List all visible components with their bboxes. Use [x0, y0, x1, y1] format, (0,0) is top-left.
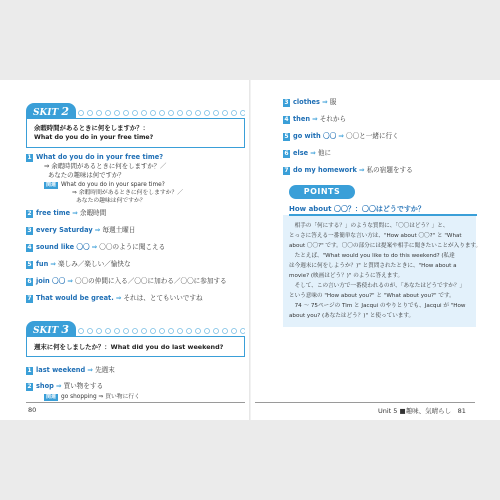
- related-text: go shopping ⇒ 買い物に行く: [61, 394, 140, 400]
- item-number: 6: [284, 150, 289, 157]
- item-jp: それから: [319, 115, 347, 123]
- item-en: free time: [36, 209, 71, 217]
- arrow-icon: ⇒: [87, 366, 93, 374]
- item-number: 4: [284, 116, 289, 123]
- skit-label-text: SKIT: [32, 326, 59, 336]
- item-jp: 私の宿題をする: [366, 166, 413, 174]
- item-number: 3: [27, 227, 32, 234]
- related-1-jp2: あなたの趣味は何ですか？: [76, 198, 146, 204]
- vocab-item-1: [26, 153, 163, 162]
- vocab-item-7: [26, 294, 203, 303]
- vocab-item-5: [26, 260, 131, 269]
- points-line-4: たとえば、"What would you like to do this weekend? (私達: [289, 253, 455, 259]
- arrow-icon: ⇒: [94, 226, 101, 234]
- item-number: 5: [27, 261, 32, 268]
- question-en: What do you do in your free time?: [34, 134, 154, 141]
- vocab-item-r5: [283, 132, 399, 141]
- related-2: [44, 393, 140, 401]
- item-jp: それは、とてもいいですね: [123, 294, 203, 302]
- item-number: 7: [27, 295, 32, 302]
- item-number: 1: [27, 154, 32, 161]
- skit-number: 2: [61, 105, 70, 118]
- arrow-icon: ⇒: [55, 382, 62, 390]
- related-1: [44, 181, 165, 189]
- vocab-item-2: [26, 209, 106, 218]
- item-number: 5: [284, 133, 289, 140]
- arrow-icon: ⇒: [312, 115, 318, 123]
- vocab-item-r4: [283, 115, 346, 124]
- item-jp: 買い物をする: [63, 382, 104, 390]
- item-en: fun: [36, 260, 49, 268]
- item-number: 6: [27, 278, 32, 285]
- points-line-3: about 〇〇?" です。〇〇の部分には提案や相手に聞きたいことが入ります。: [289, 243, 482, 249]
- item-number: 7: [284, 167, 289, 174]
- item-en: go with 〇〇: [293, 132, 337, 140]
- binder-rings: [77, 326, 245, 336]
- footer-rule: [26, 402, 245, 403]
- vocab-item-r7: [283, 166, 413, 175]
- item-en: last weekend: [36, 366, 86, 374]
- points-line-6: movie? (映画はどう？)" のように答えます。: [289, 273, 404, 279]
- related-tag: 関連: [46, 394, 57, 400]
- item-jp: 〇〇の仲間に入る／〇〇に加わる／〇〇に参加する: [74, 277, 227, 285]
- points-line-1: 相手の「何にする？」のような質問に、「〇〇はどう？」と、: [289, 223, 449, 229]
- item-number: 4: [27, 244, 32, 251]
- item-en: shop: [36, 382, 54, 390]
- related-tag: 関連: [46, 182, 57, 188]
- vocab-item-3: [26, 226, 135, 235]
- vocab-item-r6: [283, 149, 331, 158]
- question-text: 週末に何をしましたか？：What did you do last weekend?: [34, 343, 224, 351]
- item-jp: 余暇時間: [79, 209, 107, 217]
- arrow-icon: ⇒: [67, 277, 73, 285]
- page-gutter: [249, 80, 251, 420]
- item-en: That would be great.: [36, 294, 114, 302]
- vocab-item-1-jp: [44, 162, 166, 171]
- item-number: 3: [284, 99, 289, 106]
- item-jp: 他に: [317, 149, 332, 157]
- item-number: 1: [27, 367, 32, 374]
- points-line-2: とっさに答える一番簡単な言い方は、"How about 〇〇?" と "What: [289, 233, 462, 239]
- points-tab: POINTS: [289, 185, 355, 199]
- item-en: sound like 〇〇: [36, 243, 90, 251]
- points-line-10: about you? (あなたはどう？)" と使っています。: [289, 313, 415, 319]
- arrow-icon: ⇒: [44, 162, 50, 170]
- points-title: How about 〇〇？：〇〇はどうですか？: [289, 205, 425, 213]
- arrow-icon: ⇒: [322, 98, 328, 106]
- skit3-item-2: [26, 382, 103, 391]
- vocab-item-1-jp2: あなたの趣味は何ですか？: [48, 171, 125, 179]
- skit-number: 3: [61, 323, 70, 336]
- item-en: join 〇〇: [36, 277, 66, 285]
- item-jp: 服: [329, 98, 337, 106]
- skit3-item-1: [26, 366, 115, 375]
- item-number: 2: [27, 383, 32, 390]
- arrow-icon: ⇒: [91, 243, 98, 251]
- item-jp: 〇〇のように聞こえる: [99, 243, 166, 251]
- arrow-icon: ⇒: [338, 132, 344, 140]
- item-jp: 先週末: [94, 366, 115, 374]
- item-number: 2: [27, 210, 32, 217]
- arrow-icon: ⇒: [358, 166, 365, 174]
- arrow-icon: ⇒: [72, 209, 78, 217]
- related-jp: 余暇時間があるときに何をしますか？／: [78, 190, 184, 196]
- points-line-8: という意味の "How about you?" と "What about you?" です。: [289, 293, 455, 299]
- related-en: What do you do in your spare time?: [61, 182, 165, 188]
- points-title-rule: [289, 214, 477, 216]
- item-en: do my homework: [293, 166, 357, 174]
- points-line-5: は今週末に何をしようか？)" と質問されたときに、"How about a: [289, 263, 457, 269]
- vocab-item-6: [26, 277, 227, 286]
- skit-label-text: SKIT: [32, 108, 59, 118]
- arrow-icon: ⇒: [115, 294, 122, 302]
- binder-rings: [77, 108, 245, 118]
- item-jp: 楽しみ／楽しい／愉快な: [58, 260, 131, 268]
- question-jp: 余暇時間があるときに何をしますか？：: [34, 124, 150, 132]
- item-en: else: [293, 149, 309, 157]
- item-en: every Saturday: [36, 226, 93, 234]
- vocab-item-r3: [283, 98, 336, 107]
- points-line-7: そして、この言い方で一番使われるのが、「あなたはどうですか？」: [289, 283, 466, 289]
- points-line-9: 74 ～ 75ページの Tim と Jacqui のやりとりでも、Jacqui が "How: [289, 303, 466, 309]
- page-number-left: 80: [28, 406, 37, 414]
- item-jp: 余暇時間があるときに何をしますか？／: [51, 162, 167, 170]
- arrow-icon: ⇒: [310, 149, 316, 157]
- skit-2-question-box: [26, 118, 245, 148]
- arrow-icon: ⇒: [50, 260, 56, 268]
- vocab-item-4: [26, 243, 165, 252]
- footer-rule: [255, 402, 475, 403]
- item-en: What do you do in your free time?: [36, 153, 164, 161]
- related-1-jp: [72, 189, 183, 197]
- item-en: then: [293, 115, 311, 123]
- page-number-right: Unit 5 ■趣味、気晴らし 81: [378, 407, 466, 415]
- skit-3-question-box: [26, 336, 245, 357]
- arrow-icon: ⇒: [72, 190, 77, 196]
- item-jp: 〇〇と一緒に行く: [345, 132, 399, 140]
- item-en: clothes: [293, 98, 320, 106]
- item-jp: 毎週土曜日: [102, 226, 136, 234]
